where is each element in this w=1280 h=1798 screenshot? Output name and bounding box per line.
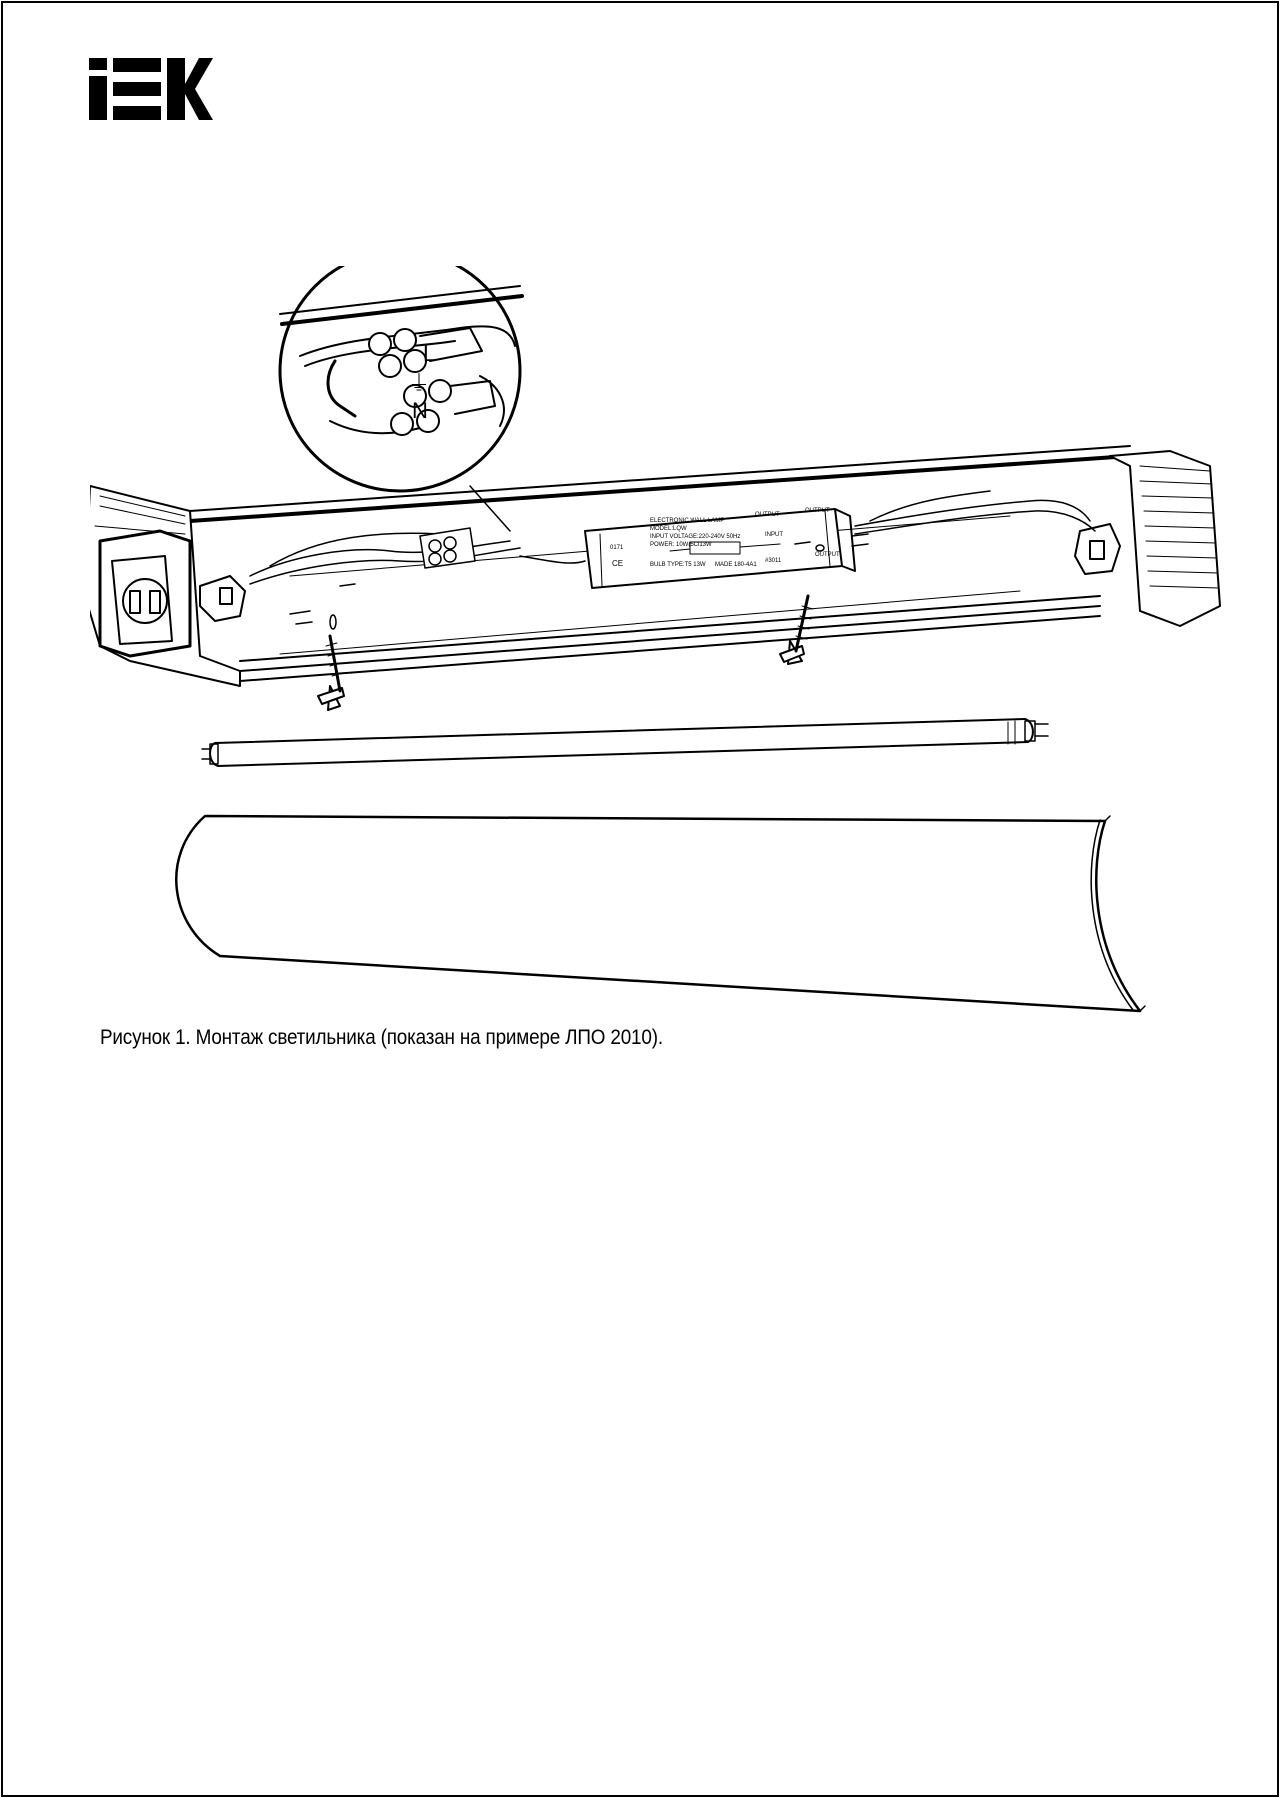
ballast-code: 0171 [610,545,624,551]
ballast-ce-mark: CE [612,559,624,568]
luminaire-drawing [90,266,1240,1026]
ballast-line5: BULB TYPE:T5 13W [650,562,706,568]
ballast-line2: MODEL:LQW [650,526,687,532]
ballast-line1: ELECTRONIC WALL LAMP [650,518,725,524]
left-end-cap-with-socket [90,486,245,686]
label-line: L [423,341,436,366]
ballast-output-2: OUTPUT [805,508,830,514]
ballast-line3: INPUT VOLTAGE:220-240V 50Hz [650,534,741,540]
diffuser-cover [176,816,1145,1011]
right-end-cap [1075,451,1220,626]
iek-logo-mark [89,58,213,120]
ballast-mark-right: #3011 [765,558,782,564]
iek-logo [89,58,213,120]
ballast-input: INPUT [765,532,783,538]
label-neutral: N [412,398,428,423]
ballast-line4: POWER: 10W(5Cl13W [650,542,712,548]
ballast-output-1: OUTPUT [755,512,780,518]
luminaire-assembly-figure [90,266,1240,1026]
terminal-block [420,528,475,568]
label-earth: ⏚ [408,371,431,396]
ballast-mark-left: MADE 180-4A1 [715,562,757,568]
ballast-output-3: OUTPUT [815,552,840,558]
figure-caption: Рисунок 1. Монтаж светильника (показан на примере ЛПО 2010). [100,1026,663,1049]
